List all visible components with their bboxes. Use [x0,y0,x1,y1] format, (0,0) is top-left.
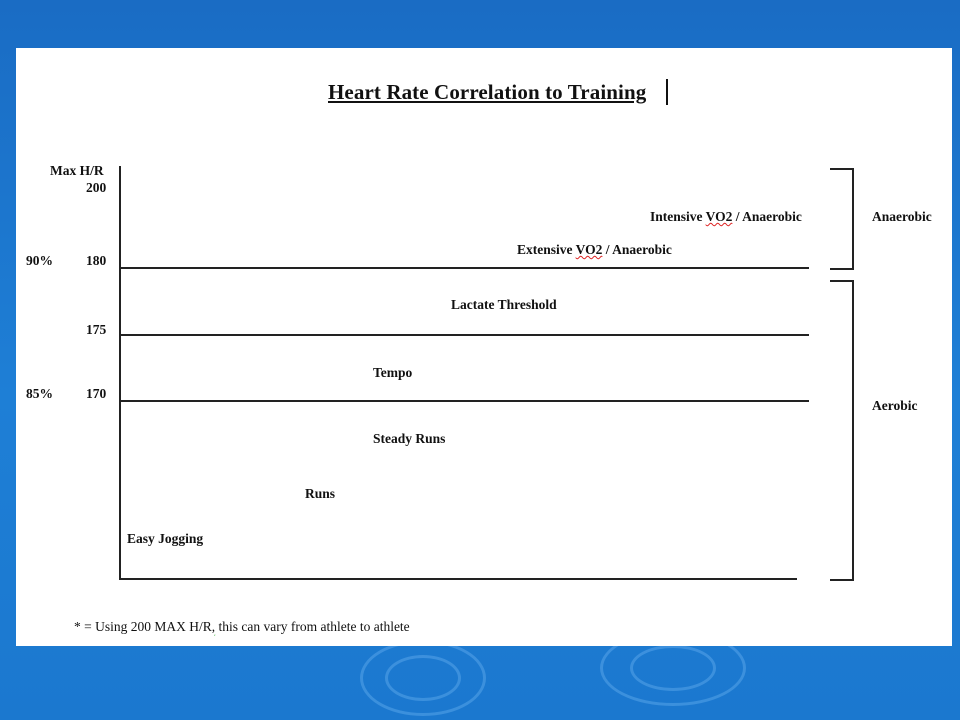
footnote-mark: , [211,619,216,634]
zone-extensive-vo2 [517,242,672,258]
ripple-decoration [630,645,716,691]
tick-170-percent: 85% [26,386,53,401]
zone-extensive-text-b: / Anaerobic [602,242,672,257]
tick-175: 175 [86,322,107,337]
threshold-line-175 [119,334,809,336]
zone-intensive-text-a: Intensive [650,209,706,224]
zone-extensive-vo2-term: VO2 [575,242,603,257]
threshold-line-180 [119,267,809,269]
footnote-text-b: this can vary from athlete to athlete [215,619,410,634]
y-axis-line [119,166,121,580]
group-anaerobic-label: Anaerobic [872,209,932,224]
slide-canvas [16,48,952,646]
zone-lactate-threshold: Lactate Threshold [451,297,557,312]
baseline-line [119,578,797,580]
text-cursor [666,79,668,105]
zone-intensive-vo2-term: VO2 [705,209,733,224]
page-title: Heart Rate Correlation to Training [328,80,647,104]
tick-170: 170 [86,386,107,401]
footnote-text-a: * = Using 200 MAX H/R [74,619,212,634]
tick-200: 200 [86,180,107,195]
axis-max-label: Max H/R [50,163,104,178]
anaerobic-bracket [830,168,854,270]
zone-easy-jogging: Easy Jogging [127,531,204,546]
zone-extensive-text-a: Extensive [517,242,576,257]
tick-180: 180 [86,253,107,268]
group-aerobic-label: Aerobic [872,398,918,413]
aerobic-bracket [830,280,854,581]
tick-180-percent: 90% [26,253,53,268]
zone-intensive-vo2 [650,209,802,225]
footnote [74,619,410,635]
zone-steady-runs: Steady Runs [373,431,446,446]
ripple-decoration [385,655,461,701]
zone-runs: Runs [305,486,336,501]
zone-intensive-text-b: / Anaerobic [732,209,802,224]
zone-tempo: Tempo [373,365,413,380]
threshold-line-170 [119,400,809,402]
